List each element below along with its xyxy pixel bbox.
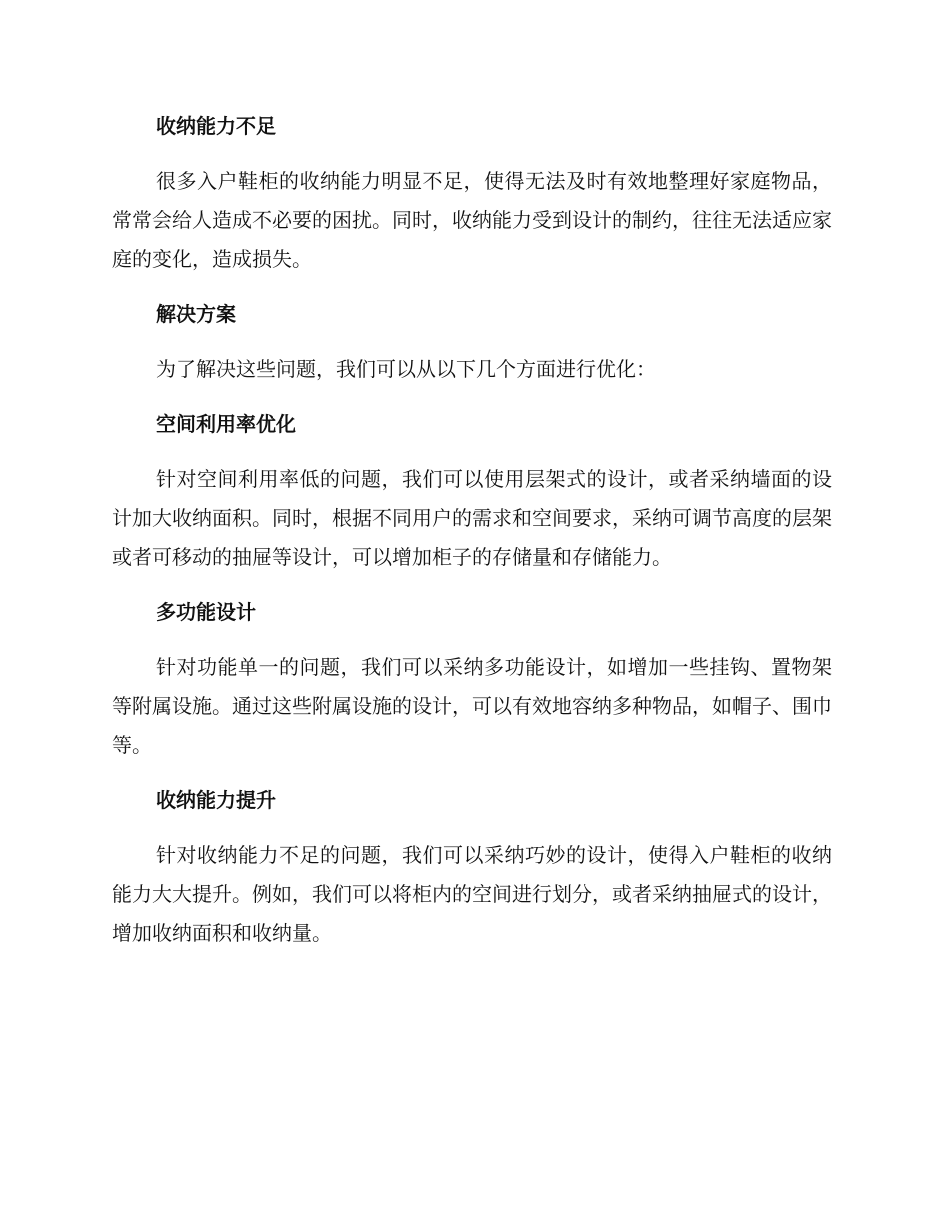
section-paragraph-multifunction-design: 针对功能单一的问题，我们可以采纳多功能设计，如增加一些挂钩、置物架等附属设施。通过这些附属设施的设计，可以有效地容纳多种物品，如帽子、围巾等。 (112, 655, 832, 757)
section-paragraph-storage-improvement: 针对收纳能力不足的问题，我们可以采纳巧妙的设计，使得入户鞋柜的收纳能力大大提升。例如，我们可以将柜内的空间进行划分，或者采纳抽屉式的设计，增加收纳面积和收纳量。 (112, 843, 832, 945)
section-heading-multifunction-design: 多功能设计 (156, 600, 256, 624)
document-body (112, 107, 832, 969)
section-paragraph-storage-insufficient: 很多入户鞋柜的收纳能力明显不足，使得无法及时有效地整理好家庭物品，常常会给人造成不必要的困扰。同时，收纳能力受到设计的制约，往往无法适应家庭的变化，造成损失。 (112, 169, 832, 271)
section-heading-solutions: 解决方案 (156, 302, 236, 326)
section-heading-storage-insufficient: 收纳能力不足 (156, 114, 276, 138)
section-paragraph-space-optimization: 针对空间利用率低的问题，我们可以使用层架式的设计，或者采纳墙面的设计加大收纳面积。同时，根据不同用户的需求和空间要求，采纳可调节高度的层架或者可移动的抽屉等设计，可以增加柜子的存储量和存储能力。 (112, 467, 832, 569)
section-heading-space-optimization: 空间利用率优化 (156, 412, 296, 436)
section-heading-storage-improvement: 收纳能力提升 (156, 788, 276, 812)
section-paragraph-solutions: 为了解决这些问题，我们可以从以下几个方面进行优化： (156, 357, 656, 381)
